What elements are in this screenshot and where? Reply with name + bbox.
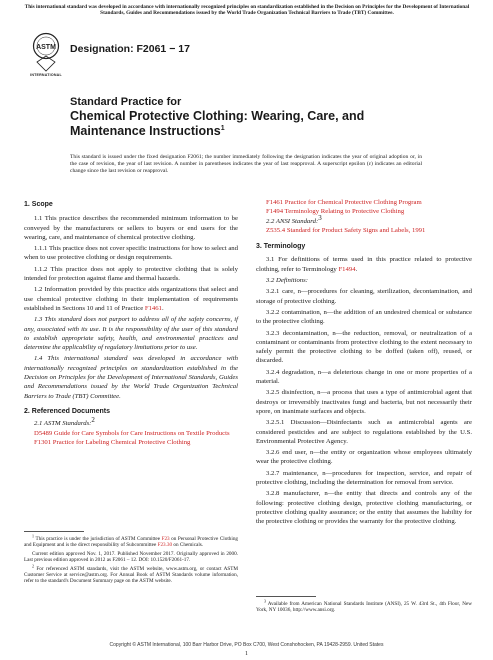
footnote-3: $^3$ Available from American National Standards Institute (ANSI), 25 W. 43rd St., 4th Floor, New York, NY 10036, http://www.ansi.org. bbox=[256, 598, 472, 614]
logo-caption: INTERNATIONAL bbox=[30, 73, 62, 77]
reference-item[interactable]: D5489 Guide for Care Symbols for Care Instructions on Textile Products bbox=[34, 429, 230, 437]
footnote-ref-2: 2 bbox=[91, 416, 95, 424]
section-heading-referenced-documents: 2. Referenced Documents bbox=[24, 407, 110, 415]
astm-logo bbox=[32, 32, 60, 72]
definition-maintenance: 3.2.7 maintenance, n—procedures for inspection, service, and repair of protective clothing, including the determination for removal from service. bbox=[256, 469, 472, 487]
reference-item[interactable]: F1301 Practice for Labeling Chemical Protective Clothing bbox=[34, 438, 191, 446]
reference-item-ansi[interactable]: Z535.4 Standard for Product Safety Signs and Labels, 1991 bbox=[266, 226, 426, 234]
title-footnote-ref: 1 bbox=[220, 124, 225, 132]
footnote-1: $^1$ This practice is under the jurisdiction of ASTM Committee F23 on Personal Protective Clothing and Equipment and is the direct responsibility of Subcommittee F23.30 on Chemicals. bbox=[24, 533, 239, 549]
section-heading-terminology: 3. Terminology bbox=[256, 243, 306, 251]
standard-issue-note: This standard is issued under the fixed designation F2061; the number immediately following the designation indicates the year of original adoption or, in the case of revision, the year of last revision. A number in parentheses indicates the year of last reapproval. A superscript epsilon (ε) indicates an editorial change since the last revision or reapproval. bbox=[70, 154, 422, 174]
reference-item[interactable]: F1461 Practice for Chemical Protective Clothing Program bbox=[266, 199, 422, 206]
paragraph-1-1: 1.1 This practice describes the recommended minimum information to be conveyed by the manufacturers or sellers to buyers or end users for the wearing, care, and maintenance of chemical protective clothing. bbox=[24, 215, 238, 241]
right-footnotes bbox=[256, 598, 472, 614]
definition-end-user: 3.2.6 end user, n—the entity or organization whose employees ultimately wear the protective clothing. bbox=[256, 449, 472, 466]
left-footnotes bbox=[24, 533, 239, 585]
discussion-disinfectants: 3.2.5.1 Discussion—Disinfectants such as antimicrobial agents are considered pesticides and are subject to regulations established by the U.S. Environmental Protective Agency. bbox=[256, 419, 472, 445]
page-number: 1 bbox=[245, 651, 248, 657]
link-f23-30[interactable]: F23.30 bbox=[157, 542, 173, 549]
definition-decontamination: 3.2.3 decontamination, n—the reduction, removal, or neutralization of a contaminant or contaminants from protective clothing to the extent necessary to safely permit the protective clothing to be doffed (taken off), reused, or discarded. bbox=[256, 329, 472, 365]
reference-item[interactable]: F1494 Terminology Relating to Protective Clothing bbox=[266, 208, 405, 216]
paragraph-1-1-1: 1.1.1 This practice does not cover specific instructions for how to select and when to use protective clothing or design requirements. bbox=[24, 245, 238, 262]
paragraph-2-2: 2.2 ANSI Standard:3 bbox=[266, 213, 322, 225]
footnote-ref-3: 3 bbox=[318, 213, 322, 222]
paragraph-1-4: 1.4 This international standard was developed in accordance with internationally recognized principles on standardization established in the Decision on Principles for the Development of International Standards, Guides and Recommendations issued by the World Trade Organization Technical Barriers to Trade (TBT) Committee. bbox=[24, 355, 238, 400]
definition-care: 3.2.1 care, n—procedures for cleaning, sterilization, decontamination, and storage of protective clothing. bbox=[256, 288, 472, 305]
link-f1494[interactable]: F1494 bbox=[338, 265, 356, 273]
title-line-2: Chemical Protective Clothing: Wearing, Care, and bbox=[70, 109, 365, 123]
paragraph-3-2: 3.2 Definitions: bbox=[266, 277, 308, 285]
paragraph-1-1-2: 1.1.2 This practice does not apply to protective clothing that is solely intended for protection against flame and thermal hazards. bbox=[24, 265, 238, 283]
designation: Designation: F2061 − 17 bbox=[70, 43, 190, 55]
definition-contamination: 3.2.2 contamination, n—the addition of an undesired chemical or substance to the protective clothing. bbox=[256, 308, 472, 326]
link-f1461[interactable]: F1461 bbox=[144, 304, 162, 312]
section-heading-scope: 1. Scope bbox=[24, 201, 53, 208]
logo-text: ASTM bbox=[36, 44, 56, 51]
right-column bbox=[256, 198, 472, 527]
definition-disinfection: 3.2.5 disinfection, n—a process that uses a type of antimicrobial agent that destroys or irreversibly inactivates fungi and bacteria, but not necessarily their spore, on inanimate surfaces and objects. bbox=[256, 389, 472, 415]
paragraph-1-2: 1.2 Information provided by this practice aids organizations that select and use chemical protective clothing in their implementation of requirements established in Sections 10 and 11 of Practice F1461. bbox=[24, 286, 238, 312]
definition-manufacturer: 3.2.8 manufacturer, n—the entity that directs and controls any of the following: protective clothing design, protective clothing manufacturing, or protective clothing quality assurance; or the entity that assumes the liability for the protective clothing or provides the warranty for the protective clothing. bbox=[256, 490, 472, 526]
footnote-divider bbox=[256, 596, 316, 597]
link-f23[interactable]: F23 bbox=[161, 536, 170, 542]
paragraph-2-1: 2.1 ASTM Standards:2 bbox=[34, 416, 95, 428]
definition-degradation: 3.2.4 degradation, n—a deleterious change in one or more properties of a material. bbox=[256, 368, 472, 386]
copyright-footer: Copyright © ASTM International, 100 Barr Harbor Drive, PO Box C700, West Conshohocken, PA 19428-2959. United States bbox=[109, 642, 384, 648]
left-column bbox=[24, 200, 238, 447]
footnote-2: $^2$ For referenced ASTM standards, visit the ASTM website, www.astm.org, or contact ASTM Customer Service at service@astm.org. For Annual Book of ASTM Standards volume information, refer to the standard's Document Summary page on the ASTM website. bbox=[24, 562, 239, 585]
title-line-3: Maintenance Instructions$^1$ bbox=[70, 123, 225, 138]
paragraph-1-3: 1.3 This standard does not purport to address all of the safety concerns, if any, associated with its use. It is the responsibility of the user of this standard to establish appropriate safety, health, and environmental practices and determine the applicability of regulatory limitations prior to use. bbox=[24, 316, 238, 352]
paragraph-3-1: 3.1 For definitions of terms used in this practice related to protective clothing, refer to Terminology F1494. bbox=[256, 256, 472, 273]
footnote-1-edition: Current edition approved Nov. 1, 2017. Published November 2017. Originally approved in 2000. Last previous edition approved in 2012 as F2061 – 12. DOI: 10.1520/F2061-17. bbox=[24, 550, 238, 564]
title-line-1: Standard Practice for bbox=[70, 96, 182, 108]
document-title bbox=[70, 96, 430, 138]
tbt-notice: This international standard was developed in accordance with internationally recognized principles on standardization established in the Decision on Principles for the Development of International Standards, Guides and Recommendations issued by the World Trade Organization Technical Barriers to Trade (TBT) Committee. bbox=[24, 4, 470, 17]
footnote-divider bbox=[24, 531, 84, 532]
